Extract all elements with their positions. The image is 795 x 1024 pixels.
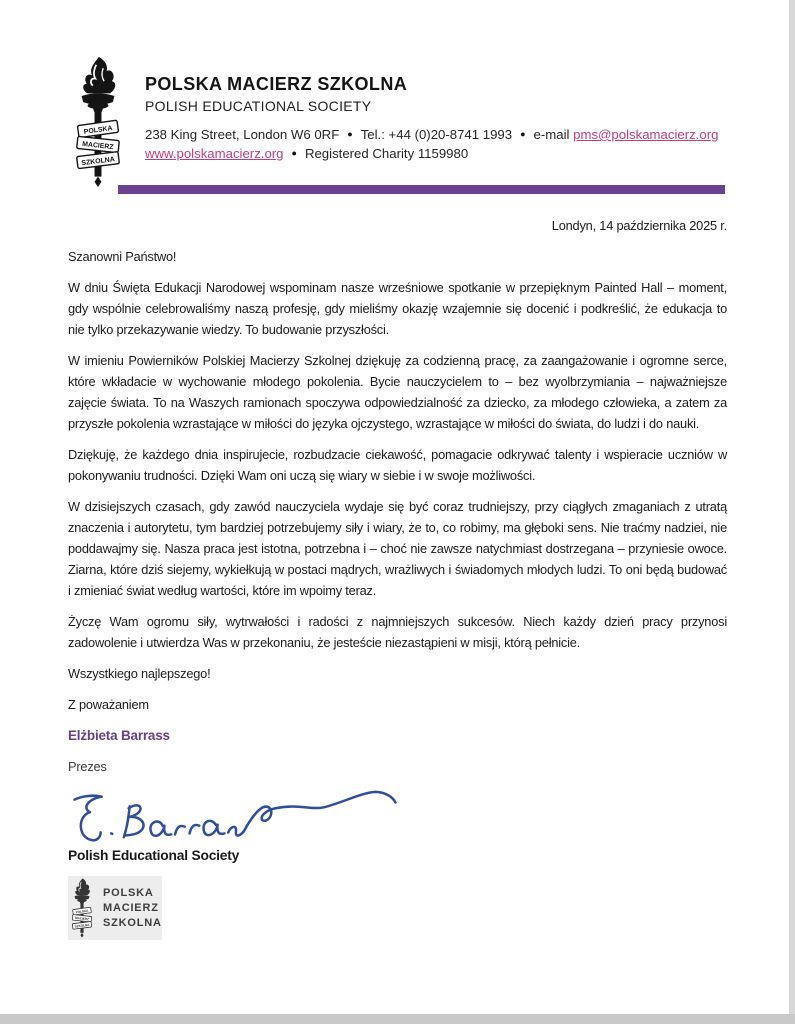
letterhead <box>0 0 795 196</box>
email-label: e-mail <box>533 127 570 142</box>
contact-line-1 <box>145 127 718 142</box>
bullet-separator: ● <box>520 129 526 139</box>
letter-paragraph-1: W dniu Święta Edukacji Narodowej wspominam nasze wrześniowe spotkanie w przepięknym Painted Hall – moment, gdy wspólnie celebrowaliśmy naszą profesję, gdy mieliśmy okazję wzajemnie się docenić i podkreślić, że edukacja to nie tylko przekazywanie wiedzy. To budowanie przyszłości. <box>68 280 727 337</box>
letterhead-text <box>145 74 718 161</box>
valediction: Z poważaniem <box>68 697 149 712</box>
logo-banner-3: SZKOLNA <box>81 156 116 168</box>
letter-body <box>68 215 727 940</box>
footer-logo-line-3: SZKOLNA <box>103 916 162 929</box>
pms-torch-logo <box>72 56 124 188</box>
letter-paragraph-2: W imieniu Powierników Polskiej Macierzy Szkolnej dziękuję za codzienną pracę, za zaangażowanie i ogromne serce, które wkładacie w wychowanie młodego pokolenia. Bycie nauczycielem to – bez wyolbrzymiania – najważniejsze zajęcie świata. To na Waszych ramionach spoczywa odpowiedzialność za dziecko, za młodego człowieka, a zatem za przyszłe pokolenia wzrastające w miłości do języka ojczystego, wzrastające w miłości do świata, do ludzi i do nauki. <box>68 353 727 431</box>
letter-paragraph-5: Życzę Wam ogromu siły, wytrwałości i radości z najmniejszych sukcesów. Niech każdy dzień pracy przynosi zadowolenie i utwierdza Was w przekonaniu, że jesteście niezastąpieni w misji, którą pełnicie. <box>68 614 727 650</box>
page-edge-bottom <box>0 1014 795 1024</box>
signer-title: Prezes <box>68 759 107 774</box>
footer-logo-banner-1: POLSKA <box>75 908 89 915</box>
bullet-separator: ● <box>347 129 353 139</box>
handwritten-signature <box>66 787 727 845</box>
email-link[interactable]: pms@polskamacierz.org <box>573 127 719 142</box>
contact-line-2 <box>145 146 718 161</box>
signer-name: Elżbieta Barrass <box>68 728 170 743</box>
salutation: Szanowni Państwo! <box>68 249 177 264</box>
footer-logo-block <box>68 876 162 940</box>
footer-org-name: Polish Educational Society <box>68 848 240 863</box>
letter-paragraph-4: W dzisiejszych czasach, gdy zawód nauczyciela wydaje się być coraz trudniejszy, przy ciągłych zmaganiach z utratą znaczenia i autorytetu, tym bardziej potrzebujemy siły i wiary, że to, co robimy, ma głęboki sens. Nie traćmy nadziei, nie poddawajmy się. Nasza praca jest istotna, potrzebna i – choć nie zawsze natychmiast dostrzegana – przyniesie owoce. Ziarna, które dziś siejemy, wykiełkują w postaci mądrych, wrażliwych i świadomych młodych ludzi. To oni będą budować i zmieniać świat według wartości, które im wpoimy teraz. <box>68 499 727 598</box>
footer-logo-text <box>103 886 162 931</box>
footer-logo-line-2: MACIERZ <box>103 901 159 914</box>
org-phone: Tel.: +44 (0)20-8741 1993 <box>360 127 513 142</box>
logo-banner-2: MACIERZ <box>81 140 114 152</box>
closing-wish: Wszystkiego najlepszego! <box>68 666 211 681</box>
footer-torch-icon <box>70 878 94 938</box>
letter-paragraph-3: Dziękuję, że każdego dnia inspirujecie, rozbudzacie ciekawość, pomagacie odkrywać talenty i wspieracie uczniów w pokonywaniu trudności. Dzięki Wam oni uczą się wiary w siebie i w swoje możliwości. <box>68 447 727 483</box>
footer-logo-banner-2: MACIERZ <box>74 915 90 922</box>
website-link[interactable]: www.polskamacierz.org <box>145 146 284 161</box>
org-address: 238 King Street, London W6 0RF <box>145 127 340 142</box>
org-name: POLSKA MACIERZ SZKOLNA <box>145 74 408 94</box>
letter-date: Londyn, 14 października 2025 r. <box>551 218 727 233</box>
charity-number: Registered Charity 1159980 <box>304 146 469 161</box>
page-edge-right <box>789 0 795 1024</box>
footer-logo-banner-3: SZKOLNA <box>74 922 90 929</box>
logo-banner-1: POLSKA <box>83 124 113 136</box>
org-subtitle: POLISH EDUCATIONAL SOCIETY <box>145 98 372 114</box>
signature-image <box>66 787 404 845</box>
bullet-separator: ● <box>291 148 297 158</box>
torch-icon <box>72 56 124 188</box>
header-divider-bar <box>118 185 725 194</box>
footer-logo-line-1: POLSKA <box>103 886 154 899</box>
